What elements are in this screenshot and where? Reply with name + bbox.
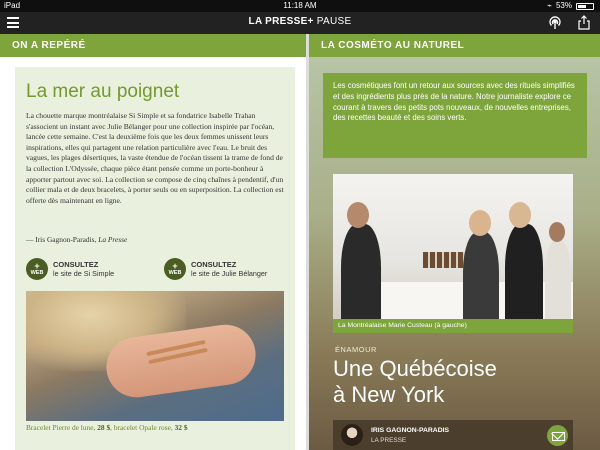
- web-link-text: [191, 258, 267, 278]
- cosmetics-photo[interactable]: [333, 174, 573, 332]
- web-badge-label: WEB: [168, 270, 182, 276]
- web-link-title: CONSULTEZ: [53, 260, 99, 269]
- battery-icon: [576, 3, 594, 10]
- article-body: La chouette marque montréalaise Si Simple et sa fondatrice Isabelle Trahan s'associent un instant avec Julie Bélanger pour une collection inspirée par l'océan, lancée cette semaine. C'est la deuxième fois que les deux femmes unissent leurs inspirations, elles qui partagent une relation particulière avec l'eau. Le bruit des vagues, les plages désertiques, la vaste étendue de l'océan tissent la trame de fond de la collection L'Odyssée, chaque pièce étant pensée comme un porte-bonheur à apporter partout avec soi. La collection se compose de cinq chaînes à pendentif, d'un collier mala et de deux bracelets, à porter seuls ou en superposition. La collection est offerte dès maintenant en ligne.: [26, 111, 284, 205]
- price: 28 $: [97, 423, 111, 432]
- mail-icon[interactable]: [547, 425, 568, 446]
- right-column: [309, 57, 600, 450]
- clock: 11:18 AM: [283, 1, 317, 10]
- device-label: iPad: [4, 1, 21, 10]
- web-badge-plus: +: [34, 261, 40, 271]
- article-rubric: ÉNAMOUR: [335, 345, 377, 354]
- section-intro: Les cosmétiques font un retour aux sources avec des rituels simplifiés et des ingrédients plus près de la nature. Notre journaliste explore ce courant à travers des petits pots nouveaux, de nouvelles entreprises, des recettes beauté et des soins verts.: [323, 73, 587, 158]
- headline-line-1: Une Québécoise: [333, 356, 497, 381]
- brand-main: LA PRESSE: [248, 16, 308, 27]
- battery-percent: 53%: [555, 1, 572, 10]
- web-link-title: CONSULTEZ: [191, 260, 237, 269]
- author-avatar: [341, 424, 363, 446]
- bracelet-photo[interactable]: [26, 291, 284, 421]
- web-plus-icon: [164, 258, 186, 280]
- status-bar: [0, 0, 600, 12]
- section-header-on-a-repere: ON A REPÉRÉ: [0, 34, 306, 57]
- article-card: [15, 67, 295, 450]
- price: 32 $: [174, 423, 188, 432]
- credit-publication: La Presse: [98, 235, 128, 244]
- section-header-cosmeto: LA COSMÉTO AU NATUREL: [309, 34, 600, 57]
- bracelet-photo-caption: Bracelet Pierre de lune, 28 $, bracelet Opale rose, 32 $: [26, 423, 188, 432]
- author-name: IRIS GAGNON-PARADIS: [371, 427, 450, 434]
- credit-author: — Iris Gagnon-Paradis,: [26, 235, 99, 244]
- web-link-text: [53, 258, 114, 278]
- brand-plus: +: [307, 16, 314, 27]
- article-headline[interactable]: [333, 356, 583, 408]
- article-title: La mer au poignet: [26, 81, 180, 102]
- web-link-label: le site de Julie Bélanger: [191, 269, 268, 278]
- battery-status: [547, 0, 594, 12]
- web-link-si-simple[interactable]: [26, 258, 114, 280]
- podcast-icon[interactable]: [548, 16, 562, 30]
- author-bar: [333, 420, 573, 450]
- bluetooth-icon: ⌁: [547, 1, 552, 10]
- web-link-julie-belanger[interactable]: [164, 258, 267, 280]
- web-badge-plus: +: [172, 261, 178, 271]
- cosmetics-photo-caption: La Montréalaise Marie Custeau (à gauche): [333, 319, 573, 333]
- web-link-label: le site de Si Simple: [53, 269, 115, 278]
- brand-logo[interactable]: [0, 16, 600, 27]
- web-plus-icon: [26, 258, 48, 280]
- article-credit: [26, 235, 127, 244]
- nav-bar: [0, 12, 600, 34]
- left-column: [0, 57, 306, 450]
- brand-section: PAUSE: [316, 16, 352, 27]
- author-organization: LA PRESSE: [371, 437, 407, 444]
- share-icon[interactable]: [578, 15, 590, 30]
- headline-line-2: à New York: [333, 382, 445, 407]
- web-badge-label: WEB: [30, 270, 44, 276]
